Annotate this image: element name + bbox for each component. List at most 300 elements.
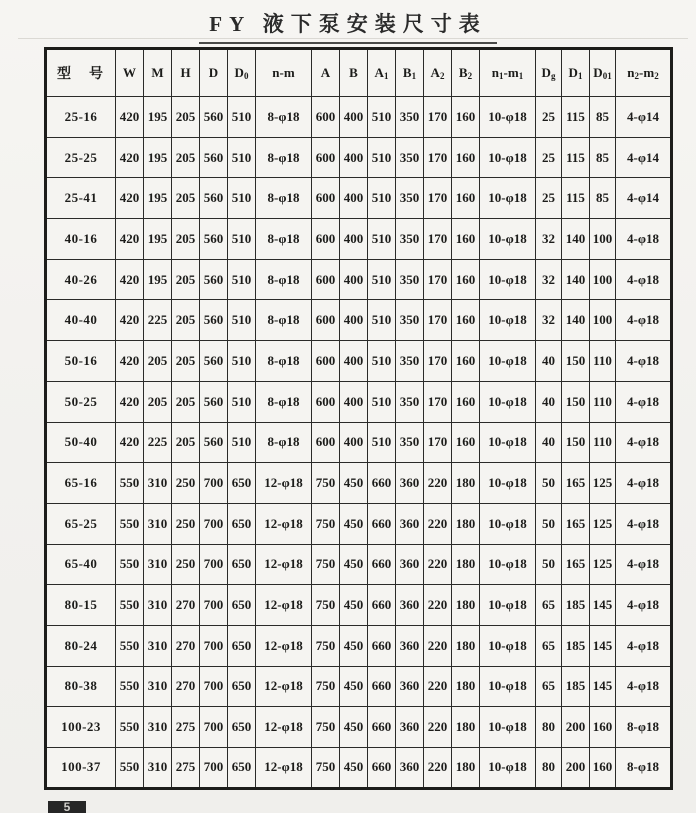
table-cell: 560 (200, 178, 228, 219)
table-cell: 600 (312, 178, 340, 219)
table-cell: 660 (368, 463, 396, 504)
table-cell: 80 (536, 707, 562, 748)
table-cell: 180 (452, 503, 480, 544)
table-cell: 125 (590, 503, 616, 544)
table-cell: 115 (562, 137, 590, 178)
table-cell: 550 (116, 625, 144, 666)
column-header: $D_{01}$ (590, 49, 616, 97)
column-header: H (172, 49, 200, 97)
table-cell: 450 (340, 503, 368, 544)
table-cell: 195 (144, 137, 172, 178)
table-cell: 4-φ14 (616, 178, 672, 219)
table-cell: 10-φ18 (480, 463, 536, 504)
table-cell: 560 (200, 341, 228, 382)
table-cell: 4-φ18 (616, 300, 672, 341)
table-cell: 170 (424, 422, 452, 463)
table-cell: 205 (172, 259, 200, 300)
table-cell: 10-φ18 (480, 585, 536, 626)
table-cell: 420 (116, 381, 144, 422)
table-cell: 170 (424, 178, 452, 219)
table-cell: 700 (200, 666, 228, 707)
table-cell: 600 (312, 137, 340, 178)
table-cell: 8-φ18 (256, 137, 312, 178)
table-cell: 180 (452, 625, 480, 666)
table-row (46, 748, 672, 789)
table-cell: 650 (228, 748, 256, 789)
table-cell: 700 (200, 463, 228, 504)
page-number-marker (48, 801, 86, 813)
table-cell: 160 (452, 341, 480, 382)
table-cell: 310 (144, 707, 172, 748)
column-header: D (200, 49, 228, 97)
table-cell: 510 (368, 97, 396, 138)
column-header: $A_1$ (368, 49, 396, 97)
column-header: M (144, 49, 172, 97)
table-cell: 8-φ18 (616, 707, 672, 748)
model-cell: 25-25 (46, 137, 116, 178)
table-cell: 195 (144, 259, 172, 300)
table-cell: 115 (562, 178, 590, 219)
table-cell: 145 (590, 585, 616, 626)
table-cell: 4-φ18 (616, 625, 672, 666)
table-cell: 650 (228, 503, 256, 544)
table-cell: 125 (590, 463, 616, 504)
table-row (46, 300, 672, 341)
table-cell: 10-φ18 (480, 707, 536, 748)
table-cell: 4-φ18 (616, 503, 672, 544)
table-cell: 560 (200, 300, 228, 341)
model-cell: 40-16 (46, 219, 116, 260)
table-cell: 510 (228, 137, 256, 178)
table-row (46, 259, 672, 300)
table-row (46, 503, 672, 544)
table-cell: 420 (116, 137, 144, 178)
table-cell: 205 (172, 341, 200, 382)
table-cell: 25 (536, 137, 562, 178)
table-cell: 170 (424, 97, 452, 138)
table-cell: 8-φ18 (256, 300, 312, 341)
table-cell: 350 (396, 341, 424, 382)
model-cell: 80-15 (46, 585, 116, 626)
table-cell: 165 (562, 503, 590, 544)
column-header: $n_2-m_2$ (616, 49, 672, 97)
table-cell: 550 (116, 666, 144, 707)
table-cell: 750 (312, 463, 340, 504)
table-cell: 700 (200, 503, 228, 544)
column-header: 型 号 (46, 49, 116, 97)
table-cell: 12-φ18 (256, 666, 312, 707)
table-cell: 8-φ18 (256, 341, 312, 382)
table-cell: 205 (172, 219, 200, 260)
table-cell: 420 (116, 341, 144, 382)
table-cell: 420 (116, 219, 144, 260)
column-header: $B_2$ (452, 49, 480, 97)
table-cell: 4-φ18 (616, 422, 672, 463)
table-cell: 660 (368, 625, 396, 666)
model-cell: 100-23 (46, 707, 116, 748)
table-cell: 25 (536, 178, 562, 219)
table-cell: 160 (452, 219, 480, 260)
table-cell: 10-φ18 (480, 625, 536, 666)
table-cell: 140 (562, 300, 590, 341)
table-cell: 160 (452, 381, 480, 422)
table-cell: 350 (396, 381, 424, 422)
table-cell: 700 (200, 544, 228, 585)
table-cell: 170 (424, 137, 452, 178)
table-cell: 420 (116, 97, 144, 138)
table-cell: 510 (228, 300, 256, 341)
model-cell: 65-25 (46, 503, 116, 544)
table-cell: 250 (172, 544, 200, 585)
table-cell: 510 (228, 178, 256, 219)
table-cell: 310 (144, 503, 172, 544)
table-row (46, 341, 672, 382)
model-cell: 50-40 (46, 422, 116, 463)
table-cell: 160 (452, 300, 480, 341)
table-cell: 750 (312, 585, 340, 626)
table-cell: 450 (340, 463, 368, 504)
model-cell: 40-26 (46, 259, 116, 300)
table-cell: 750 (312, 707, 340, 748)
table-cell: 660 (368, 748, 396, 789)
table-cell: 4-φ18 (616, 381, 672, 422)
table-cell: 220 (424, 463, 452, 504)
table-cell: 32 (536, 219, 562, 260)
table-cell: 25 (536, 97, 562, 138)
table-cell: 360 (396, 544, 424, 585)
table-cell: 660 (368, 666, 396, 707)
table-cell: 660 (368, 544, 396, 585)
table-cell: 560 (200, 97, 228, 138)
table-cell: 65 (536, 625, 562, 666)
table-cell: 310 (144, 748, 172, 789)
table-cell: 100 (590, 259, 616, 300)
table-cell: 400 (340, 422, 368, 463)
table-cell: 600 (312, 341, 340, 382)
table-cell: 160 (452, 97, 480, 138)
page-title: FY 液下泵安装尺寸表 (199, 8, 496, 44)
table-cell: 360 (396, 503, 424, 544)
table-cell: 150 (562, 341, 590, 382)
table-cell: 510 (228, 422, 256, 463)
table-cell: 510 (368, 219, 396, 260)
table-cell: 170 (424, 341, 452, 382)
column-header: $B_1$ (396, 49, 424, 97)
table-cell: 350 (396, 300, 424, 341)
table-cell: 750 (312, 503, 340, 544)
table-cell: 12-φ18 (256, 625, 312, 666)
table-cell: 700 (200, 707, 228, 748)
table-cell: 160 (590, 748, 616, 789)
table-cell: 205 (144, 341, 172, 382)
table-cell: 400 (340, 219, 368, 260)
table-cell: 65 (536, 666, 562, 707)
table-row (46, 219, 672, 260)
column-header: $D_0$ (228, 49, 256, 97)
column-header: $D_g$ (536, 49, 562, 97)
table-cell: 10-φ18 (480, 666, 536, 707)
table-cell: 205 (172, 422, 200, 463)
table-cell: 110 (590, 381, 616, 422)
table-cell: 660 (368, 585, 396, 626)
table-cell: 650 (228, 707, 256, 748)
table-cell: 220 (424, 666, 452, 707)
table-cell: 350 (396, 422, 424, 463)
table-cell: 140 (562, 259, 590, 300)
table-cell: 4-φ14 (616, 137, 672, 178)
table-cell: 140 (562, 219, 590, 260)
table-cell: 4-φ18 (616, 219, 672, 260)
model-cell: 25-16 (46, 97, 116, 138)
table-cell: 420 (116, 178, 144, 219)
table-cell: 360 (396, 463, 424, 504)
table-cell: 510 (368, 259, 396, 300)
table-cell: 10-φ18 (480, 381, 536, 422)
table-cell: 750 (312, 625, 340, 666)
table-cell: 220 (424, 585, 452, 626)
table-cell: 150 (562, 422, 590, 463)
table-cell: 700 (200, 748, 228, 789)
table-cell: 400 (340, 137, 368, 178)
table-cell: 50 (536, 463, 562, 504)
table-cell: 160 (590, 707, 616, 748)
table-cell: 4-φ18 (616, 341, 672, 382)
table-cell: 12-φ18 (256, 748, 312, 789)
table-row (46, 381, 672, 422)
table-cell: 195 (144, 97, 172, 138)
table-cell: 195 (144, 178, 172, 219)
table-cell: 600 (312, 422, 340, 463)
table-cell: 510 (368, 422, 396, 463)
table-cell: 4-φ18 (616, 666, 672, 707)
column-header: A (312, 49, 340, 97)
table-cell: 510 (228, 341, 256, 382)
table-cell: 360 (396, 625, 424, 666)
table-cell: 170 (424, 259, 452, 300)
table-cell: 115 (562, 97, 590, 138)
table-cell: 600 (312, 259, 340, 300)
table-cell: 50 (536, 544, 562, 585)
table-cell: 450 (340, 748, 368, 789)
table-cell: 360 (396, 748, 424, 789)
table-cell: 8-φ18 (616, 748, 672, 789)
table-row (46, 137, 672, 178)
table-cell: 8-φ18 (256, 381, 312, 422)
table-cell: 560 (200, 422, 228, 463)
table-cell: 10-φ18 (480, 97, 536, 138)
table-cell: 10-φ18 (480, 422, 536, 463)
table-cell: 180 (452, 585, 480, 626)
title-wrap (0, 8, 696, 44)
table-cell: 10-φ18 (480, 219, 536, 260)
table-cell: 750 (312, 666, 340, 707)
table-body (46, 97, 672, 789)
table-cell: 205 (172, 137, 200, 178)
table-cell: 350 (396, 97, 424, 138)
model-cell: 50-16 (46, 341, 116, 382)
table-cell: 80 (536, 748, 562, 789)
table-cell: 420 (116, 259, 144, 300)
table-cell: 160 (452, 137, 480, 178)
table-cell: 400 (340, 178, 368, 219)
table-cell: 250 (172, 503, 200, 544)
table-cell: 85 (590, 178, 616, 219)
table-cell: 660 (368, 503, 396, 544)
table-cell: 160 (452, 259, 480, 300)
table-cell: 450 (340, 544, 368, 585)
table-cell: 650 (228, 625, 256, 666)
table-cell: 12-φ18 (256, 544, 312, 585)
table-row (46, 178, 672, 219)
table-cell: 85 (590, 97, 616, 138)
table-cell: 420 (116, 300, 144, 341)
table-cell: 165 (562, 544, 590, 585)
table-cell: 550 (116, 707, 144, 748)
table-cell: 510 (228, 259, 256, 300)
table-cell: 4-φ18 (616, 544, 672, 585)
column-header: n-m (256, 49, 312, 97)
table-cell: 4-φ18 (616, 259, 672, 300)
table-cell: 205 (172, 178, 200, 219)
table-cell: 310 (144, 625, 172, 666)
table-cell: 510 (368, 137, 396, 178)
table-cell: 4-φ18 (616, 463, 672, 504)
table-cell: 85 (590, 137, 616, 178)
table-cell: 12-φ18 (256, 503, 312, 544)
table-head (46, 49, 672, 97)
table-cell: 700 (200, 585, 228, 626)
table-header-row (46, 49, 672, 97)
table-cell: 10-φ18 (480, 178, 536, 219)
table-cell: 40 (536, 381, 562, 422)
table-cell: 560 (200, 381, 228, 422)
table-cell: 225 (144, 422, 172, 463)
table-cell: 145 (590, 666, 616, 707)
table-cell: 310 (144, 544, 172, 585)
table-cell: 510 (228, 97, 256, 138)
table-cell: 360 (396, 666, 424, 707)
table-cell: 450 (340, 666, 368, 707)
table-cell: 350 (396, 137, 424, 178)
table-cell: 170 (424, 300, 452, 341)
table-cell: 12-φ18 (256, 585, 312, 626)
table-cell: 10-φ18 (480, 748, 536, 789)
model-cell: 65-40 (46, 544, 116, 585)
table-cell: 450 (340, 625, 368, 666)
table-cell: 510 (228, 381, 256, 422)
table-row (46, 463, 672, 504)
table-cell: 310 (144, 666, 172, 707)
table-row (46, 422, 672, 463)
table-cell: 12-φ18 (256, 707, 312, 748)
table-cell: 550 (116, 544, 144, 585)
table-cell: 400 (340, 341, 368, 382)
table-cell: 225 (144, 300, 172, 341)
table-cell: 170 (424, 381, 452, 422)
table-cell: 180 (452, 666, 480, 707)
table-cell: 125 (590, 544, 616, 585)
table-cell: 10-φ18 (480, 341, 536, 382)
column-header: W (116, 49, 144, 97)
table-cell: 100 (590, 219, 616, 260)
table-row (46, 625, 672, 666)
table-cell: 165 (562, 463, 590, 504)
table-cell: 160 (452, 178, 480, 219)
table-cell: 220 (424, 503, 452, 544)
table-cell: 50 (536, 503, 562, 544)
model-cell: 100-37 (46, 748, 116, 789)
table-cell: 180 (452, 463, 480, 504)
table-cell: 110 (590, 422, 616, 463)
table-cell: 205 (172, 97, 200, 138)
table-cell: 600 (312, 381, 340, 422)
table-cell: 65 (536, 585, 562, 626)
table-cell: 560 (200, 259, 228, 300)
model-cell: 40-40 (46, 300, 116, 341)
table-cell: 180 (452, 748, 480, 789)
table-cell: 510 (368, 178, 396, 219)
table-cell: 205 (172, 381, 200, 422)
table-cell: 40 (536, 422, 562, 463)
table-cell: 12-φ18 (256, 463, 312, 504)
table-cell: 400 (340, 300, 368, 341)
model-cell: 65-16 (46, 463, 116, 504)
table-cell: 650 (228, 585, 256, 626)
table-cell: 110 (590, 341, 616, 382)
table-cell: 600 (312, 219, 340, 260)
table-cell: 550 (116, 748, 144, 789)
column-header: B (340, 49, 368, 97)
table-cell: 200 (562, 707, 590, 748)
table-cell: 32 (536, 300, 562, 341)
table-cell: 750 (312, 748, 340, 789)
table-row (46, 666, 672, 707)
table-cell: 145 (590, 625, 616, 666)
table-cell: 40 (536, 341, 562, 382)
table-cell: 275 (172, 748, 200, 789)
table-cell: 180 (452, 707, 480, 748)
table-cell: 550 (116, 585, 144, 626)
table-cell: 8-φ18 (256, 178, 312, 219)
table-cell: 10-φ18 (480, 300, 536, 341)
table-cell: 250 (172, 463, 200, 504)
table-cell: 560 (200, 219, 228, 260)
table-cell: 275 (172, 707, 200, 748)
table-cell: 185 (562, 585, 590, 626)
table-row (46, 585, 672, 626)
table-cell: 550 (116, 503, 144, 544)
table-cell: 600 (312, 97, 340, 138)
table-cell: 750 (312, 544, 340, 585)
table-cell: 270 (172, 585, 200, 626)
model-cell: 80-24 (46, 625, 116, 666)
table-cell: 220 (424, 625, 452, 666)
table-cell: 600 (312, 300, 340, 341)
table-cell: 310 (144, 463, 172, 504)
table-cell: 560 (200, 137, 228, 178)
table-cell: 220 (424, 544, 452, 585)
table-cell: 510 (228, 219, 256, 260)
table-cell: 510 (368, 300, 396, 341)
table-cell: 400 (340, 97, 368, 138)
table-cell: 160 (452, 422, 480, 463)
table-cell: 360 (396, 585, 424, 626)
table-cell: 510 (368, 341, 396, 382)
table-row (46, 544, 672, 585)
table-cell: 450 (340, 707, 368, 748)
table-cell: 650 (228, 666, 256, 707)
table-cell: 100 (590, 300, 616, 341)
